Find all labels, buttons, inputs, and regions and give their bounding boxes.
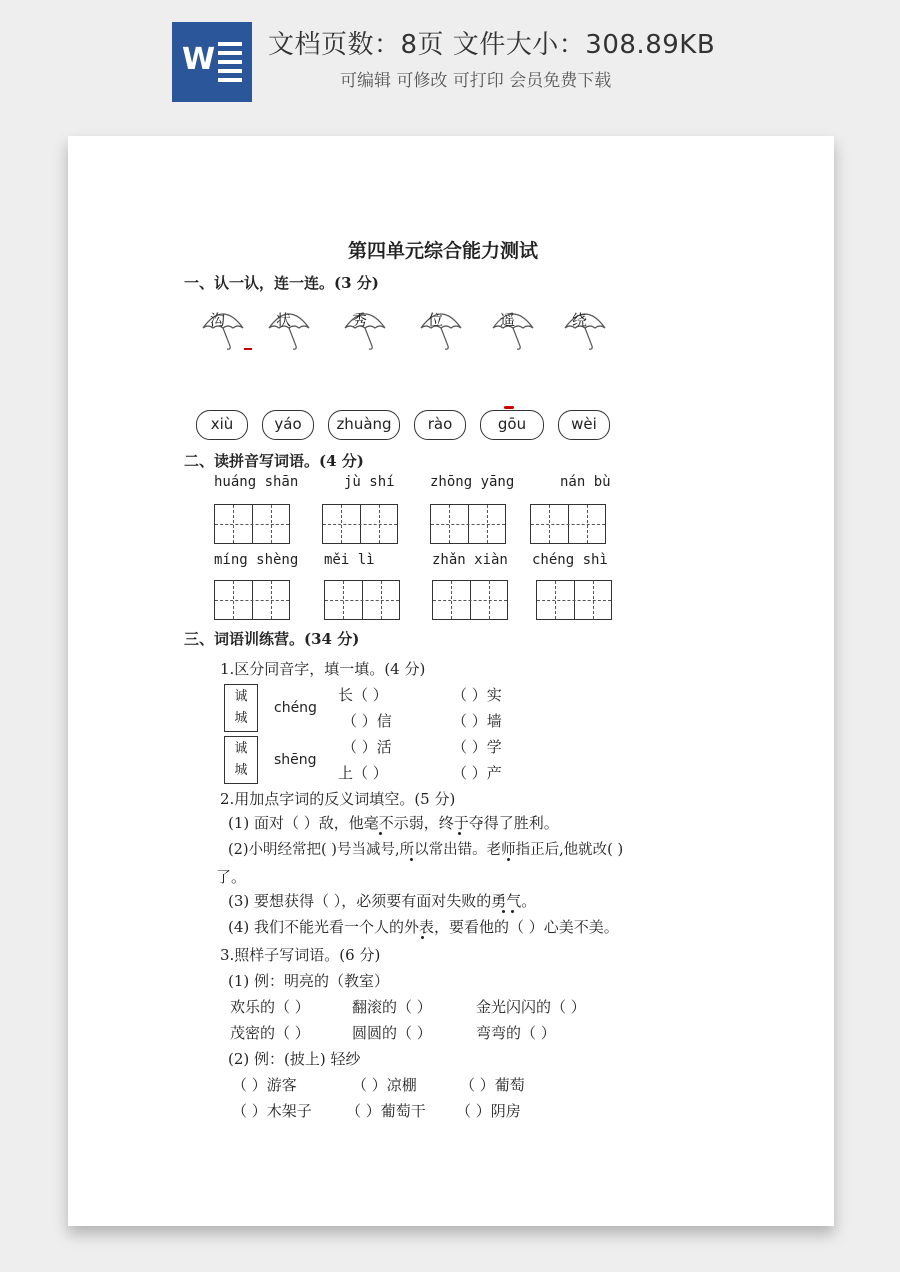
umbrella-char: 遥: [500, 311, 516, 329]
fill-blank[interactable]: （ ）木架子: [232, 1102, 312, 1120]
fill-blank[interactable]: 弯弯的（ ）: [476, 1024, 556, 1042]
pinyin-label: zhōng yāng: [430, 474, 515, 490]
pinyin-label: huáng shān: [214, 474, 299, 490]
question-line: (1) 面对（ ）敌，他毫不示弱，终于夺得了胜利。: [228, 814, 559, 832]
writing-grid[interactable]: [530, 504, 606, 544]
fill-blank[interactable]: 翻滚的（ ）: [352, 998, 432, 1016]
fill-blank[interactable]: （ ）凉棚: [352, 1076, 417, 1094]
section-1-heading: 一、认一认，连一连。(3 分): [184, 274, 379, 292]
umbrella-char: 位: [428, 311, 444, 329]
pinyin-cloud: wèi: [558, 410, 610, 440]
pinyin-cloud: xiù: [196, 410, 248, 440]
question-2-title: 2.用加点字词的反义词填空。(5 分): [220, 790, 456, 808]
pinyin-cloud: gōu: [480, 410, 544, 440]
char-box: [224, 684, 258, 732]
page-title: 第四单元综合能力测试: [348, 240, 539, 262]
pinyin-cloud: rào: [414, 410, 466, 440]
pinyin-label: jù shí: [344, 474, 395, 490]
question-line: 了。: [216, 868, 247, 886]
writing-grid[interactable]: [324, 580, 400, 620]
char-box-item: 城: [234, 763, 248, 778]
umbrella-card: [266, 306, 312, 352]
emphasis-dot: [502, 910, 505, 913]
file-info-subtitle: 可编辑 可修改 可打印 会员免费下载: [340, 71, 612, 91]
fill-blank[interactable]: （ ）阴房: [456, 1102, 521, 1120]
umbrella-card: [418, 306, 464, 352]
question-line: (2)小明经常把( )号当减号,所以常出错。老师指正后,他就改( ): [228, 842, 624, 858]
section-3-heading: 三、词语训练营。(34 分): [184, 630, 360, 648]
section-2-heading: 二、读拼音写词语。(4 分): [184, 452, 364, 470]
fill-blank[interactable]: 欢乐的（ ）: [230, 998, 310, 1016]
emphasis-dot: [507, 858, 510, 861]
question-line: (4) 我们不能光看一个人的外表，要看他的（ ）心美不美。: [228, 918, 619, 936]
red-mark: [244, 348, 252, 350]
writing-grid[interactable]: [430, 504, 506, 544]
fill-blank[interactable]: 茂密的（ ）: [230, 1024, 310, 1042]
writing-grid[interactable]: [214, 504, 290, 544]
umbrella-card: [200, 306, 246, 352]
fill-blank[interactable]: （ ）葡萄: [460, 1076, 525, 1094]
emphasis-dot: [410, 858, 413, 861]
fill-blank[interactable]: 圆圆的（ ）: [352, 1024, 432, 1042]
writing-grid[interactable]: [536, 580, 612, 620]
pinyin-cloud: yáo: [262, 410, 314, 440]
char-box-item: 城: [234, 711, 248, 726]
emphasis-dot: [379, 832, 382, 835]
word-icon: W: [172, 22, 252, 102]
pinyin-cloud: zhuàng: [328, 410, 400, 440]
pinyin-label: zhǎn xiàn: [432, 552, 508, 568]
char-box: [224, 736, 258, 784]
fill-blank[interactable]: （ ）活: [342, 738, 392, 756]
fill-blank[interactable]: （ ）墙: [452, 712, 502, 730]
fill-blank[interactable]: （ ）学: [452, 738, 502, 756]
emphasis-dot: [511, 910, 514, 913]
emphasis-dot: [458, 832, 461, 835]
example-line: (1) 例：明亮的（教室）: [228, 972, 390, 990]
file-info-title: 文档页数：8页 文件大小：308.89KB: [268, 30, 716, 60]
pinyin-label: měi lì: [324, 552, 375, 568]
umbrella-card: [490, 306, 536, 352]
question-3-title: 3.照样子写词语。(6 分): [220, 946, 381, 964]
example-line: (2) 例：(披上) 轻纱: [228, 1050, 361, 1068]
question-line: (3) 要想获得（ ），必须要有面对失败的勇气。: [228, 892, 537, 910]
pinyin-label: míng shèng: [214, 552, 299, 568]
pinyin-label: nán bù: [560, 474, 611, 490]
pinyin-label: chéng: [274, 700, 317, 716]
fill-blank[interactable]: 上（ ）: [338, 764, 388, 782]
fill-blank[interactable]: （ ）葡萄干: [346, 1102, 426, 1120]
fill-blank[interactable]: 金光闪闪的（ ）: [476, 998, 586, 1016]
umbrella-char: 状: [276, 311, 292, 329]
umbrella-card: [562, 306, 608, 352]
char-box-item: 诚: [234, 689, 248, 704]
fill-blank[interactable]: （ ）产: [452, 764, 502, 782]
fill-blank[interactable]: 长（ ）: [338, 686, 388, 704]
question-1-title: 1.区分同音字，填一填。(4 分): [220, 660, 426, 678]
emphasis-dot: [421, 936, 424, 939]
umbrella-char: 秀: [352, 311, 368, 329]
fill-blank[interactable]: （ ）信: [342, 712, 392, 730]
fill-blank[interactable]: （ ）实: [452, 686, 502, 704]
writing-grid[interactable]: [322, 504, 398, 544]
pinyin-label: shēng: [274, 752, 317, 768]
writing-grid[interactable]: [214, 580, 290, 620]
red-mark: [504, 406, 514, 409]
umbrella-card: [342, 306, 388, 352]
pinyin-label: chéng shì: [532, 552, 608, 568]
writing-grid[interactable]: [432, 580, 508, 620]
umbrella-char: 沟: [210, 311, 226, 329]
document-page: [68, 136, 834, 1226]
char-box-item: 诚: [234, 741, 248, 756]
umbrella-char: 绕: [572, 311, 588, 329]
fill-blank[interactable]: （ ）游客: [232, 1076, 297, 1094]
